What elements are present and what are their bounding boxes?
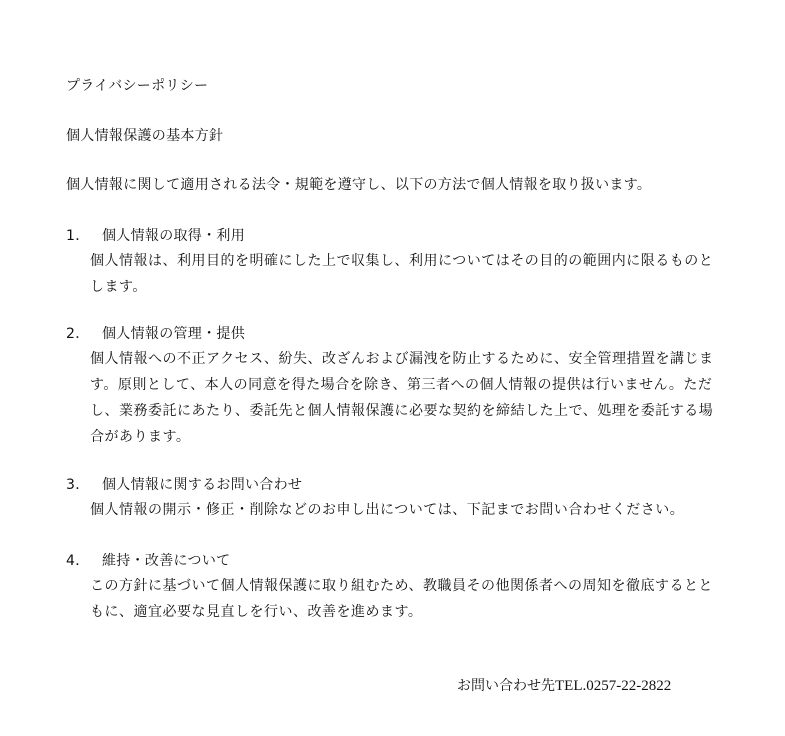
contact-label: お問い合わせ先 [457,678,555,694]
section-number: 3． [66,477,90,493]
section-inquiries [66,475,726,523]
section-title: 個人情報に関するお問い合わせ [102,477,303,493]
section-body: 個人情報は、利用目的を明確にした上で収集し、利用についてはその目的の範囲内に限るものとします。 [90,253,714,295]
section-heading [66,475,726,495]
section-acquisition-use [66,226,726,300]
section-number: 1． [66,228,90,244]
section-heading [66,551,726,571]
section-maintenance-improvement [66,551,726,625]
section-body: 個人情報への不正アクセス、紛失、改ざんおよび漏洩を防止するために、安全管理措置を講じます。原則として、本人の同意を得た場合を除き、第三者への個人情報の提供は行いません。ただし、業務委託にあたり、委託先と個人情報保護に必要な契約を締結した上で、処理を委託する場合があります。 [90,351,714,445]
intro-paragraph: 個人情報に関して適用される法令・規範を遵守し、以下の方法で個人情報を取り扱います。 [66,177,652,193]
section-management-provision [66,324,726,450]
section-title: 個人情報の管理・提供 [102,326,245,342]
section-title: 個人情報の取得・利用 [102,228,245,244]
page-title: プライバシーポリシー [66,78,209,94]
section-heading [66,324,726,344]
section-body: この方針に基づいて個人情報保護に取り組むため、教職員その他関係者への周知を徹底するとともに、適宜必要な見直しを行い、改善を進めます。 [90,578,713,620]
section-heading [66,226,726,246]
contact-info [457,676,671,696]
section-title: 維持・改善について [102,553,231,569]
section-number: 2． [66,326,90,342]
section-number: 4． [66,553,90,569]
contact-phone: TEL.0257-22-2822 [555,678,672,694]
policy-subtitle: 個人情報保護の基本方針 [66,128,224,144]
section-body: 個人情報の開示・修正・削除などのお申し出については、下記までお問い合わせください。 [90,502,685,518]
